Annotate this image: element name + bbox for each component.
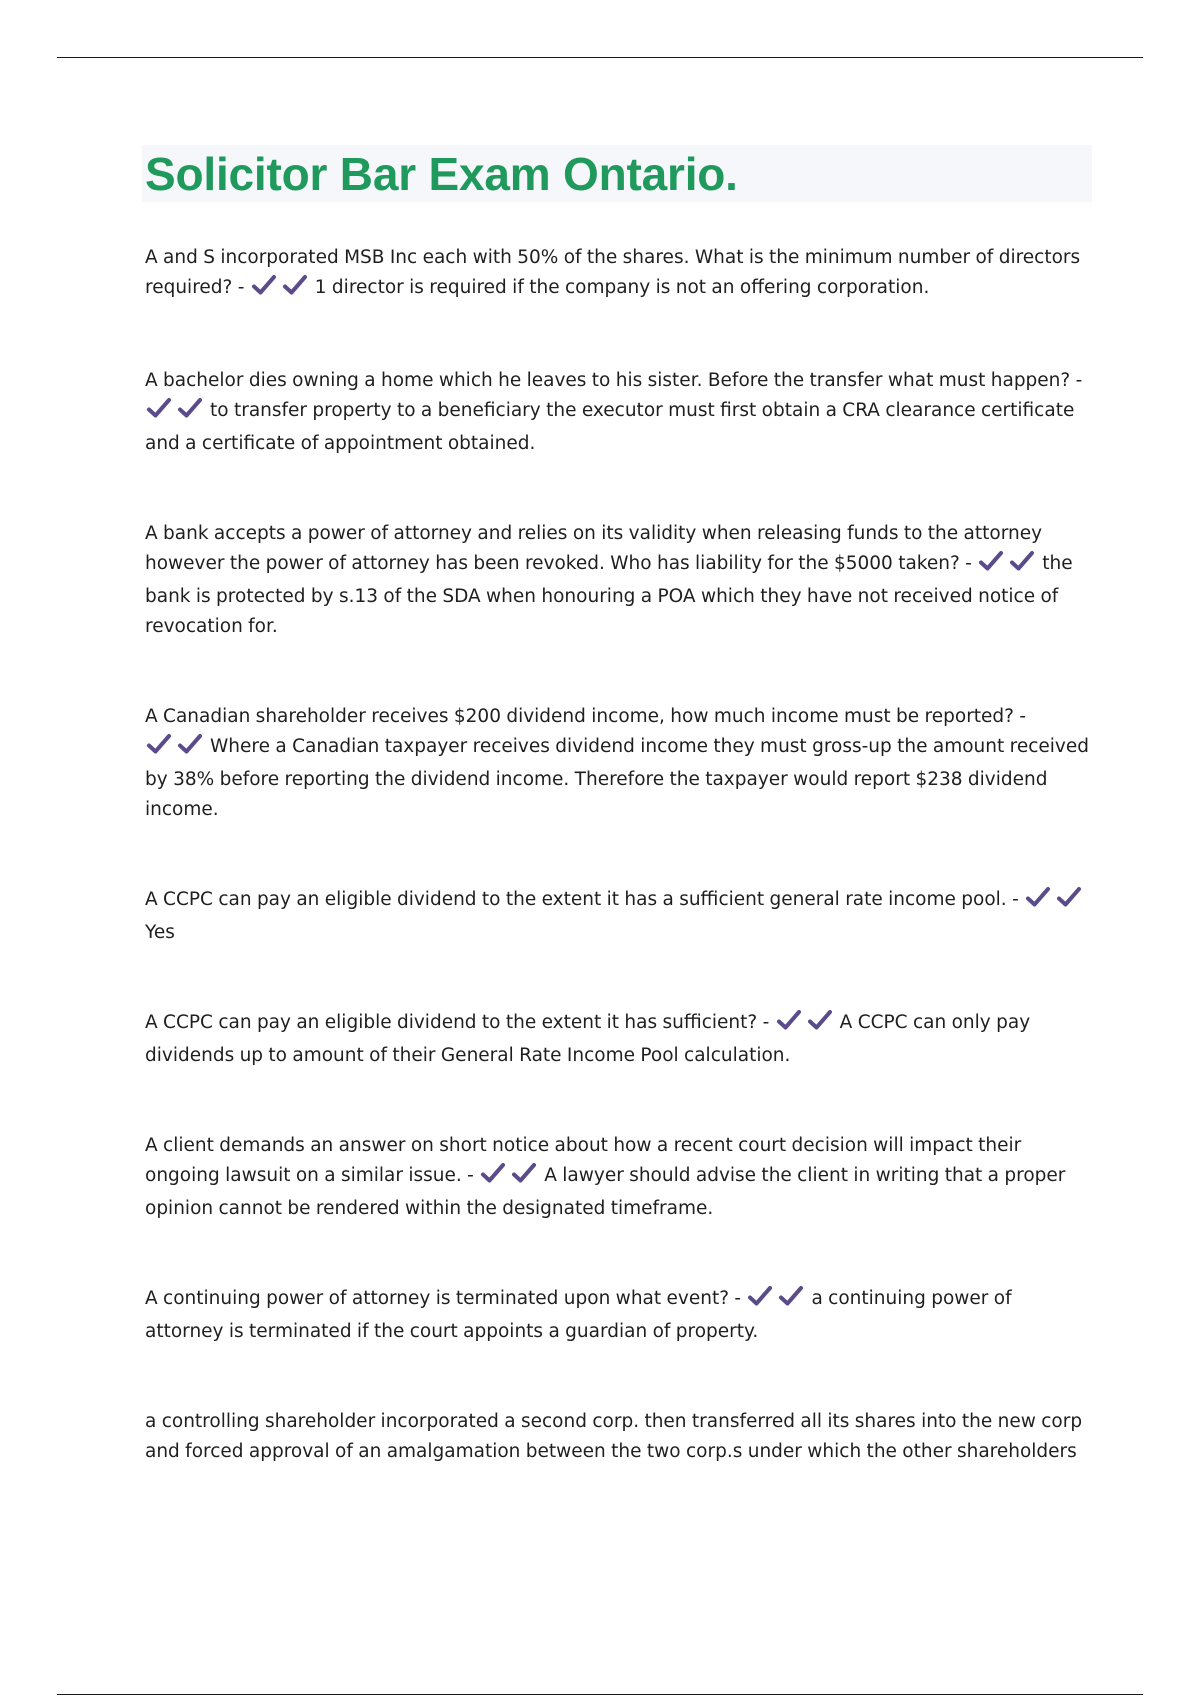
- qa-item: [145, 885, 1090, 948]
- answer-text: to transfer property to a beneficiary the executor must first obtain a CRA clearance certificate and a certificate of appointment obtained.: [145, 400, 1075, 454]
- check-icon: [282, 274, 308, 296]
- check-icon: [251, 274, 277, 296]
- question-text: A continuing power of attorney is terminated upon what event?: [145, 1288, 730, 1309]
- question-text: A bank accepts a power of attorney and relies on its validity when releasing funds to the attorney however the power of attorney has been revoked. Who has liability for the $5000 taken?: [145, 523, 1043, 574]
- answer-text: Where a Canadian taxpayer receives dividend income they must gross-up the amount received by 38% before reporting the dividend income. Therefore the taxpayer would report $238 dividend income.: [145, 736, 1089, 820]
- question-text: A bachelor dies owning a home which he leaves to his sister. Before the transfer what must happen?: [145, 370, 1071, 391]
- check-icon: [146, 733, 172, 755]
- answer-text: 1 director is required if the company is not an offering corporation.: [314, 277, 930, 298]
- separator: -: [959, 553, 978, 574]
- check-icon: [1025, 886, 1051, 908]
- separator: -: [232, 277, 250, 298]
- double-check-icon: [776, 1009, 838, 1041]
- double-check-icon: [480, 1162, 542, 1194]
- qa-item: [145, 366, 1090, 459]
- qa-item: [145, 519, 1090, 642]
- check-icon: [776, 1009, 802, 1031]
- qa-item: [145, 243, 1090, 306]
- question-text: A client demands an answer on short notice about how a recent court decision will impact their ongoing lawsuit on a similar issue.: [145, 1135, 1022, 1186]
- question-text: A CCPC can pay an eligible dividend to the extent it has a sufficient general rate income pool.: [145, 889, 1007, 910]
- answer-text: A lawyer should advise the client in writing that a proper opinion cannot be rendered within the designated timeframe.: [145, 1165, 1066, 1219]
- qa-item: [145, 1008, 1090, 1071]
- double-check-icon: [251, 274, 313, 306]
- double-check-icon: [978, 550, 1040, 582]
- question-text: A CCPC can pay an eligible dividend to the extent it has sufficient?: [145, 1012, 758, 1033]
- answer-text: A CCPC can only pay dividends up to amount of their General Rate Income Pool calculation.: [145, 1012, 1031, 1066]
- double-check-icon: [1025, 886, 1087, 918]
- separator: -: [729, 1288, 747, 1309]
- qa-list: [145, 243, 1090, 1467]
- qa-item: [145, 1131, 1090, 1224]
- check-icon: [480, 1162, 506, 1184]
- double-check-icon: [146, 733, 208, 765]
- check-icon: [1009, 550, 1035, 572]
- document-title: Solicitor Bar Exam Ontario.: [145, 148, 738, 200]
- separator: -: [1006, 889, 1025, 910]
- double-check-icon: [146, 397, 208, 429]
- check-icon: [511, 1162, 537, 1184]
- separator: -: [757, 1012, 775, 1033]
- bottom-rule: [57, 1694, 1143, 1695]
- check-icon: [146, 397, 172, 419]
- check-icon: [177, 733, 203, 755]
- question-text: a controlling shareholder incorporated a second corp. then transferred all its shares into the new corp and forced approval of an amalgamation between the two corp.s under which the other shareholders: [145, 1411, 1083, 1462]
- qa-item: [145, 1284, 1090, 1347]
- top-rule: [57, 57, 1143, 58]
- answer-text: Yes: [145, 922, 175, 943]
- check-icon: [807, 1009, 833, 1031]
- qa-item: [145, 702, 1090, 825]
- check-icon: [747, 1285, 773, 1307]
- separator: -: [461, 1165, 480, 1186]
- separator: -: [1014, 706, 1027, 727]
- check-icon: [778, 1285, 804, 1307]
- separator: -: [1070, 370, 1083, 391]
- answer-text: the bank is protected by s.13 of the SDA when honouring a POA which they have not received notice of revocation for.: [145, 553, 1073, 637]
- check-icon: [978, 550, 1004, 572]
- qa-item: [145, 1407, 1090, 1467]
- double-check-icon: [747, 1285, 809, 1317]
- check-icon: [1056, 886, 1082, 908]
- check-icon: [177, 397, 203, 419]
- question-text: A Canadian shareholder receives $200 dividend income, how much income must be reported?: [145, 706, 1014, 727]
- question-text: A and S incorporated MSB Inc each with 50% of the shares. What is the minimum number of directors required?: [145, 247, 1081, 298]
- answer-text: a continuing power of attorney is terminated if the court appoints a guardian of property.: [145, 1288, 1012, 1342]
